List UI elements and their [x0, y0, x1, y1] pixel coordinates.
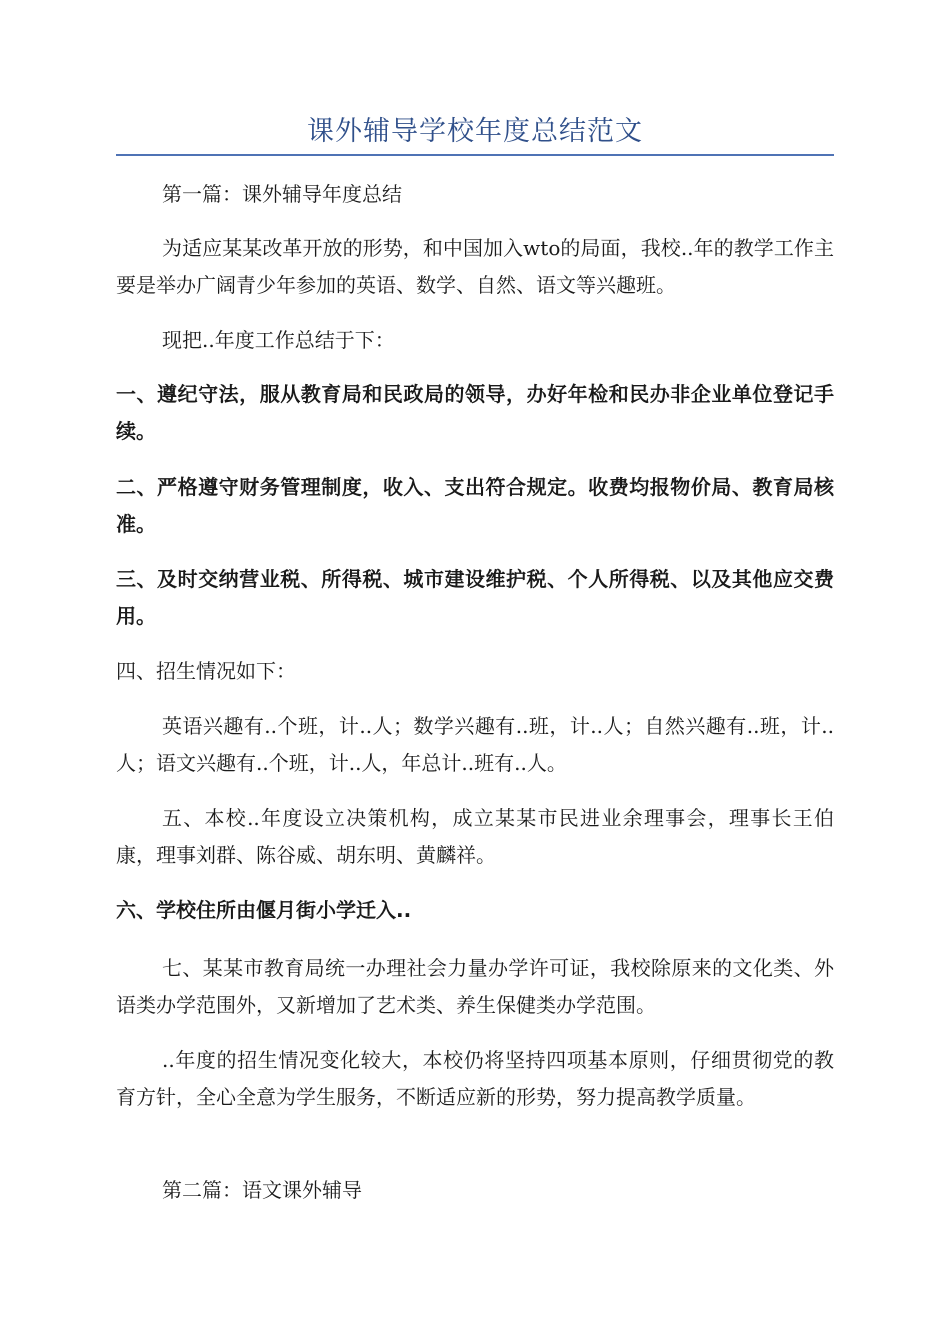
- enrollment-paragraph: 英语兴趣有..个班，计..人；数学兴趣有..班，计..人；自然兴趣有..班，计..人；语文兴趣有..个班，计..人，年总计..班有..人。: [116, 714, 834, 775]
- closing-paragraph: ..年度的招生情况变化较大，本校仍将坚持四项基本原则，仔细贯彻党的教育方针，全心全意为学生服务，不断适应新的形势，努力提高教学质量。: [116, 1048, 834, 1109]
- item-seven-paragraph: 七、某某市教育局统一办理社会力量办学许可证，我校除原来的文化类、外语类办学范围外，又新增加了艺术类、养生保健类办学范围。: [116, 956, 834, 1017]
- summary-lead-paragraph: 现把..年度工作总结于下：: [162, 328, 395, 352]
- section-heading-part2: 第二篇：语文课外辅导: [162, 1178, 362, 1202]
- section-heading-part1: 第一篇：课外辅导年度总结: [162, 182, 402, 206]
- item-five-paragraph: 五、本校..年度设立决策机构，成立某某市民进业余理事会，理事长王伯康，理事刘群、陈谷威、胡东明、黄麟祥。: [116, 806, 834, 867]
- document-title: 课外辅导学校年度总结范文: [307, 116, 643, 147]
- item-two-paragraph: 二、严格遵守财务管理制度，收入、支出符合规定。收费均报物价局、教育局核准。: [116, 475, 834, 536]
- item-six-paragraph: 六、学校住所由偃月街小学迁入..: [116, 898, 412, 922]
- item-four-paragraph: 四、招生情况如下：: [116, 659, 296, 683]
- item-one-paragraph: 一、遵纪守法，服从教育局和民政局的领导，办好年检和民办非企业单位登记手续。: [116, 382, 834, 443]
- intro-paragraph: 为适应某某改革开放的形势，和中国加入wto的局面，我校..年的教学工作主要是举办广阔青少年参加的英语、数学、自然、语文等兴趣班。: [116, 236, 834, 297]
- title-underline: [116, 154, 834, 156]
- item-three-paragraph: 三、及时交纳营业税、所得税、城市建设维护税、个人所得税、以及其他应交费用。: [116, 567, 834, 628]
